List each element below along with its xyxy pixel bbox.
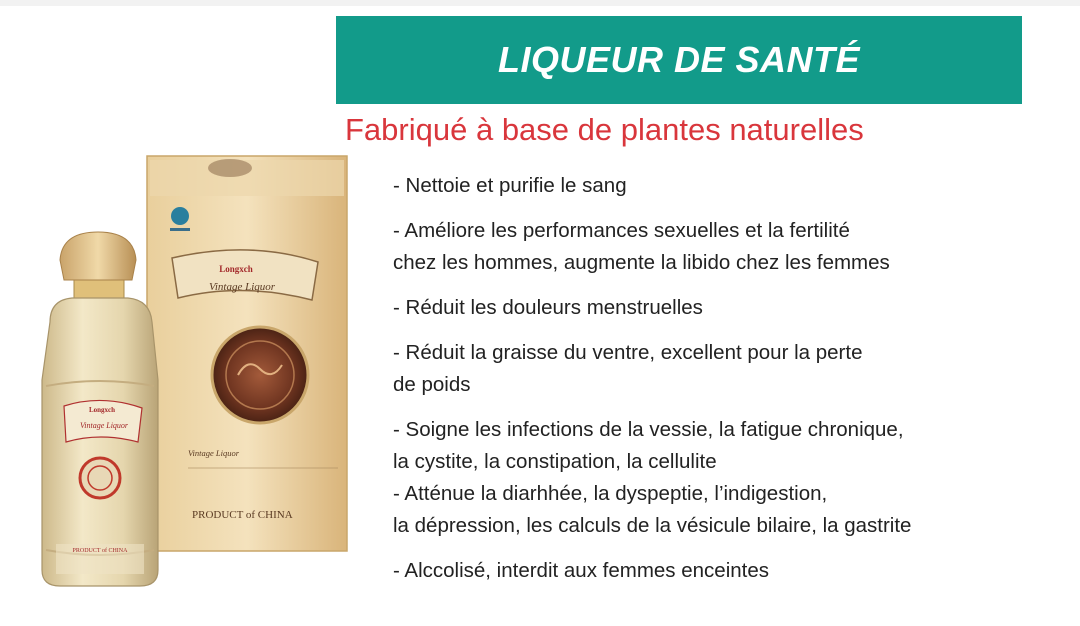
bottle-origin: PRODUCT of CHINA xyxy=(72,548,128,554)
box-label: Vintage Liquor xyxy=(208,281,276,293)
product-image xyxy=(20,150,350,590)
box-text: Vintage Liquor xyxy=(188,448,240,458)
benefit-line: - Nettoie et purifie le sang xyxy=(393,174,627,197)
benefit-item xyxy=(393,555,1053,587)
benefit-line: - Alccolisé, interdit aux femmes enceintes xyxy=(393,559,769,582)
benefit-line: la dépression, les calculs de la vésicule bilaire, la gastrite xyxy=(393,514,912,537)
bottle-brand: Longxch xyxy=(88,406,116,414)
benefit-line: - Soigne les infections de la vessie, la fatigue chronique, xyxy=(393,418,904,441)
benefit-line: - Réduit la graisse du ventre, excellent pour la perte xyxy=(393,341,863,364)
box-origin: PRODUCT of CHINA xyxy=(192,509,293,521)
box-brand: Longxch xyxy=(219,264,253,274)
title-banner xyxy=(336,16,1022,104)
benefit-line: chez les hommes, augmente la libido chez les femmes xyxy=(393,251,890,274)
top-divider xyxy=(0,0,1080,6)
benefit-item xyxy=(393,414,1053,478)
benefit-item xyxy=(393,478,1053,542)
benefit-line: - Atténue la diarhhée, la dyspeptie, l’indigestion, xyxy=(393,482,828,505)
benefit-item xyxy=(393,170,1053,202)
benefit-item xyxy=(393,292,1053,324)
benefit-line: de poids xyxy=(393,373,471,396)
bottle-seal-emblem xyxy=(80,458,120,498)
benefits-list xyxy=(393,170,1053,587)
bottle-cap xyxy=(60,232,136,280)
subtitle: Fabriqué à base de plantes naturelles xyxy=(345,112,864,147)
bottle-label: Vintage Liquor xyxy=(79,421,129,430)
benefit-line: - Réduit les douleurs menstruelles xyxy=(393,296,703,319)
product-illustration xyxy=(20,150,350,590)
benefit-line: - Améliore les performances sexuelles et la fertilité xyxy=(393,219,850,242)
benefit-item xyxy=(393,215,1053,279)
page-title: LIQUEUR DE SANTÉ xyxy=(497,39,861,80)
benefit-item xyxy=(393,337,1053,401)
benefit-line: la cystite, la constipation, la cellulite xyxy=(393,450,717,473)
